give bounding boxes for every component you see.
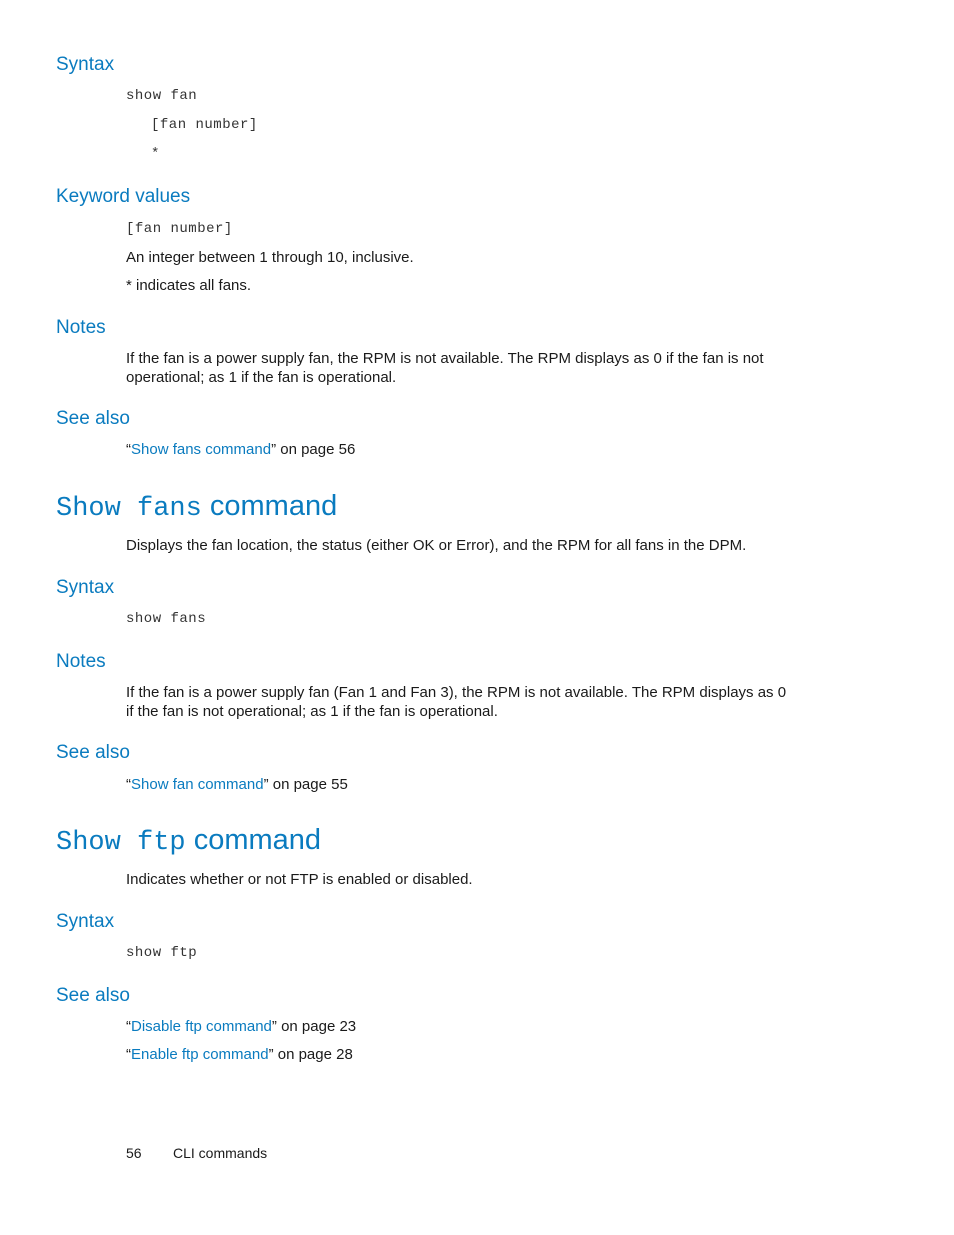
section-title	[56, 824, 321, 858]
command-suffix: command	[193, 824, 322, 856]
quote-open: “	[126, 441, 131, 458]
see-also-reference	[126, 775, 348, 794]
see-also-reference	[126, 1045, 353, 1064]
notes-text: if the fan is not operational; as 1 if the fan is operational.	[126, 703, 498, 720]
keyword-code: [fan number]	[126, 221, 233, 237]
see-also-reference	[126, 440, 355, 459]
syntax-heading: Syntax	[56, 577, 115, 598]
command-name: Show fans	[56, 494, 202, 524]
see-also-heading: See also	[56, 408, 130, 429]
keyword-description: * indicates all fans.	[126, 277, 252, 294]
page-reference: ” on page 55	[263, 776, 348, 793]
footer-section-label: CLI commands	[173, 1145, 268, 1161]
disable-ftp-command-link[interactable]: Disable ftp command	[131, 1018, 272, 1035]
notes-text: If the fan is a power supply fan (Fan 1 and Fan 3), the RPM is not available. The RPM displays as 0	[126, 684, 787, 701]
command-name: Show ftp	[56, 828, 186, 858]
see-also-reference	[126, 1017, 356, 1036]
syntax-code-line: show fan	[126, 88, 198, 104]
syntax-code-line: show fans	[126, 611, 207, 627]
command-suffix: command	[209, 490, 338, 522]
syntax-code-line: show ftp	[126, 945, 198, 961]
notes-heading: Notes	[56, 651, 106, 672]
syntax-code-line: [fan number]	[151, 117, 258, 133]
syntax-code-line: *	[151, 146, 160, 162]
keyword-values-heading: Keyword values	[56, 186, 191, 207]
notes-text: If the fan is a power supply fan, the RPM is not available. The RPM displays as 0 if the fan is not	[126, 350, 764, 367]
syntax-heading: Syntax	[56, 54, 115, 75]
see-also-heading: See also	[56, 985, 130, 1006]
enable-ftp-command-link[interactable]: Enable ftp command	[131, 1046, 269, 1063]
syntax-heading: Syntax	[56, 911, 115, 932]
page-number: 56	[126, 1145, 142, 1161]
section-description: Indicates whether or not FTP is enabled or disabled.	[126, 871, 473, 888]
section-title	[56, 490, 337, 524]
quote-open: “	[126, 1018, 131, 1035]
keyword-description: An integer between 1 through 10, inclusive.	[126, 249, 414, 266]
page-reference: ” on page 23	[271, 1018, 357, 1035]
section-description: Displays the fan location, the status (either OK or Error), and the RPM for all fans in the DPM.	[126, 537, 747, 554]
show-fans-command-link[interactable]: Show fans command	[131, 441, 272, 458]
page-reference: ” on page 56	[271, 441, 356, 458]
notes-text: operational; as 1 if the fan is operational.	[126, 369, 397, 386]
page-reference: ” on page 28	[268, 1046, 353, 1063]
quote-open: “	[126, 776, 131, 793]
quote-open: “	[126, 1046, 131, 1063]
show-fan-command-link[interactable]: Show fan command	[131, 776, 264, 793]
see-also-heading: See also	[56, 742, 130, 763]
notes-heading: Notes	[56, 317, 106, 338]
